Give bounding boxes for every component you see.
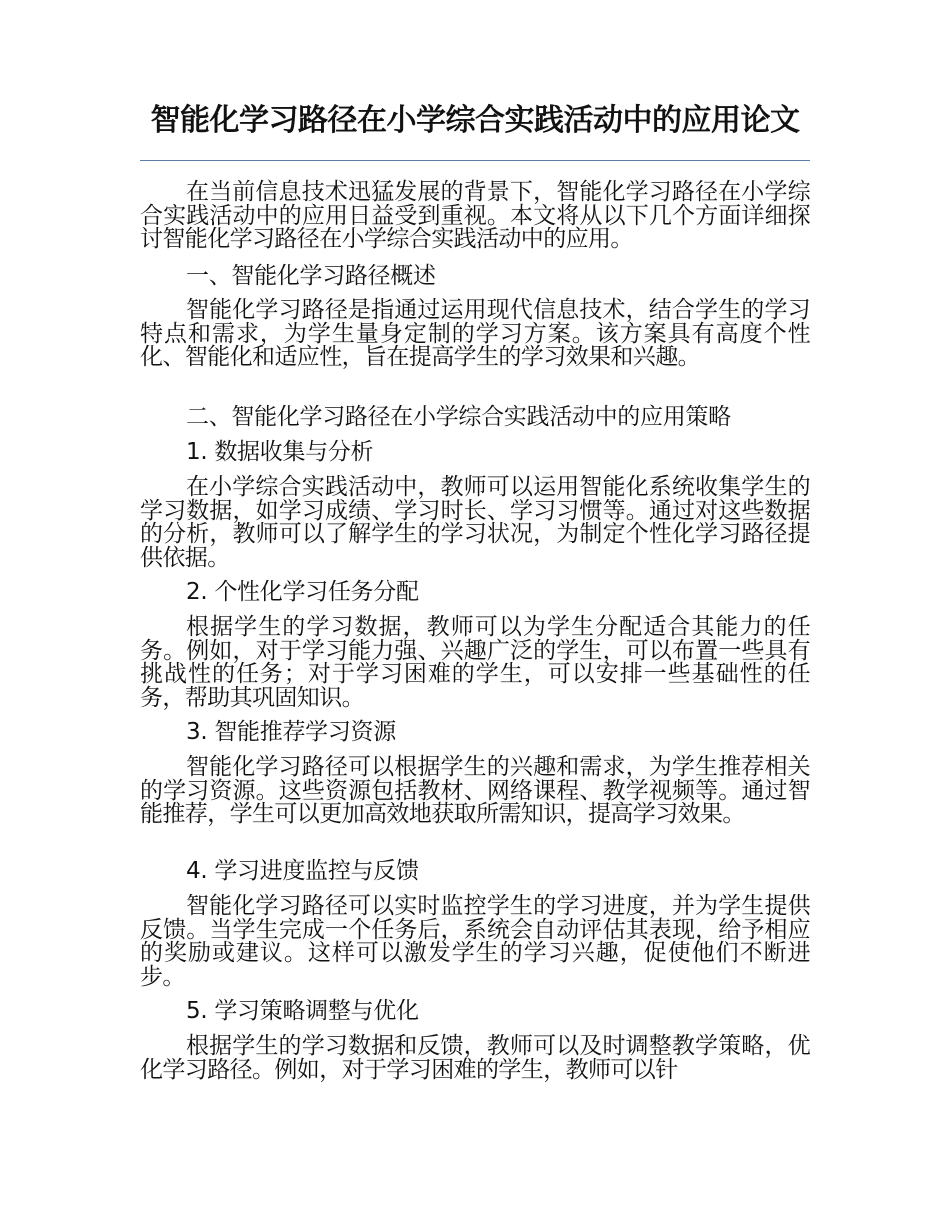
item-heading-resource-recommendation: 3. 智能推荐学习资源 [186, 719, 396, 745]
title-underline [140, 160, 810, 161]
section-heading-overview: 一、智能化学习路径概述 [186, 263, 436, 289]
item-heading-task-assignment: 2. 个性化学习任务分配 [186, 579, 419, 605]
item-heading-data-collection: 1. 数据收集与分析 [186, 439, 374, 465]
overview-paragraph: 智能化学习路径是指通过运用现代信息技术，结合学生的学习特点和需求，为学生量身定制的学习方案。该方案具有高度个性化、智能化和适应性，旨在提高学生的学习效果和兴趣。 [140, 297, 810, 370]
resource-recommendation-paragraph: 智能化学习路径可以根据学生的兴趣和需求，为学生推荐相关的学习资源。这些资源包括教材、网络课程、教学视频等。通过智能推荐，学生可以更加高效地获取所需知识，提高学习效果。 [140, 754, 810, 827]
strategy-adjustment-paragraph: 根据学生的学习数据和反馈，教师可以及时调整教学策略，优化学习路径。例如，对于学习困难的学生，教师可以针 [140, 1033, 810, 1083]
item-heading-progress-monitoring: 4. 学习进度监控与反馈 [186, 858, 419, 884]
intro-paragraph: 在当前信息技术迅猛发展的背景下，智能化学习路径在小学综合实践活动中的应用日益受到重视。本文将从以下几个方面详细探讨智能化学习路径在小学综合实践活动中的应用。 [140, 179, 810, 252]
page-title: 智能化学习路径在小学综合实践活动中的应用论文 [150, 103, 800, 138]
progress-monitoring-paragraph: 智能化学习路径可以实时监控学生的学习进度，并为学生提供反馈。当学生完成一个任务后，系统会自动评估其表现，给予相应的奖励或建议。这样可以激发学生的学习兴趣，促使他们不断进步。 [140, 893, 810, 990]
task-assignment-paragraph: 根据学生的学习数据，教师可以为学生分配适合其能力的任务。例如，对于学习能力强、兴趣广泛的学生，可以布置一些具有挑战性的任务；对于学习困难的学生，可以安排一些基础性的任务，帮助其巩固知识。 [140, 614, 810, 711]
item-heading-strategy-adjustment: 5. 学习策略调整与优化 [186, 998, 419, 1024]
data-collection-paragraph: 在小学综合实践活动中，教师可以运用智能化系统收集学生的学习数据，如学习成绩、学习时长、学习习惯等。通过对这些数据的分析，教师可以了解学生的学习状况，为制定个性化学习路径提供依据。 [140, 474, 810, 571]
section-heading-strategies: 二、智能化学习路径在小学综合实践活动中的应用策略 [186, 404, 731, 430]
